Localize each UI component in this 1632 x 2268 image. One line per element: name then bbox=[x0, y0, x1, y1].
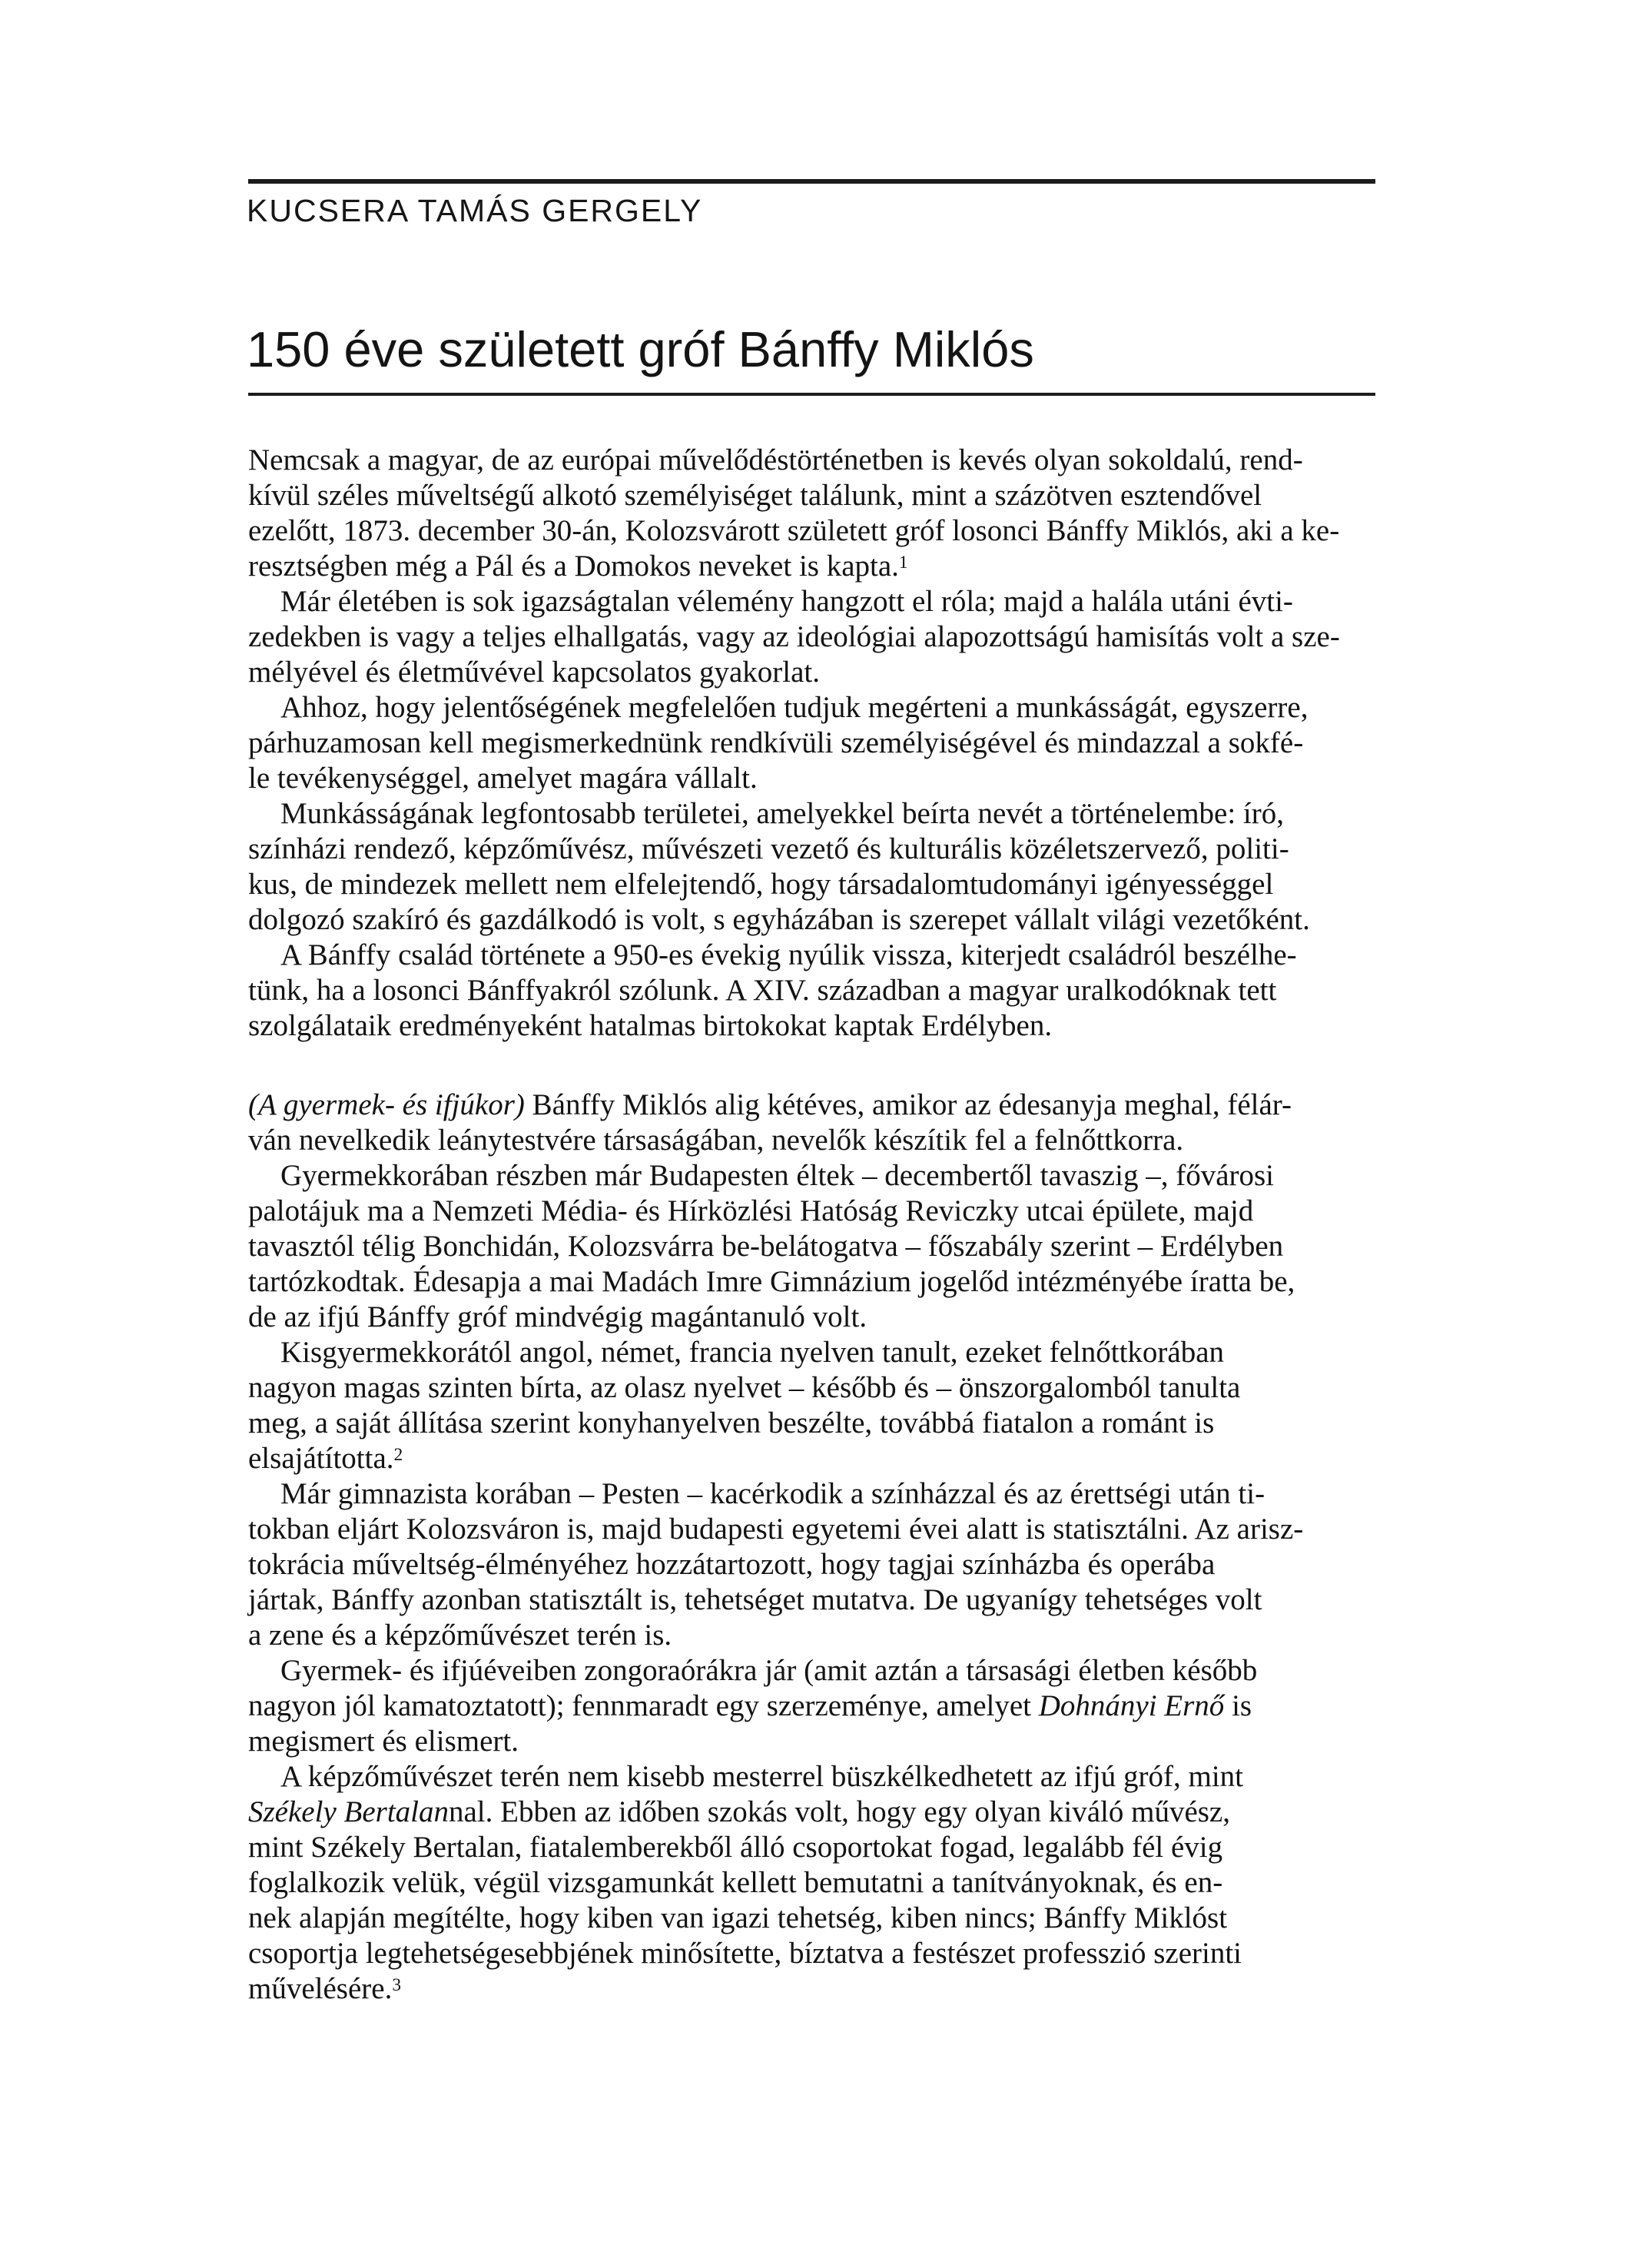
paragraph bbox=[248, 443, 1375, 584]
text-segment: jártak, Bánffy azonban statisztált is, tehetséget mutatva. De ugyanígy tehetséges volt bbox=[248, 1583, 1262, 1616]
text-line bbox=[248, 1653, 1375, 1689]
paragraph bbox=[248, 938, 1375, 1044]
running-header: KUCSERA TAMÁS GERGELY bbox=[247, 193, 703, 228]
text-line bbox=[248, 726, 1375, 761]
text-line bbox=[248, 1759, 1375, 1795]
text-line bbox=[248, 1370, 1375, 1406]
text-line bbox=[248, 796, 1375, 832]
text-line bbox=[248, 690, 1375, 726]
text-line bbox=[248, 549, 1375, 584]
text-segment: csoportja legtehetségesebbjének minősítette, bíztatva a festészet professzió szerinti bbox=[248, 1937, 1242, 1970]
text-line bbox=[248, 584, 1375, 619]
text-segment: ezelőtt, 1873. december 30-án, Kolozsvárott született gróf losonci Bánffy Miklós, aki a ke- bbox=[248, 514, 1340, 547]
page-title: 150 éve született gróf Bánffy Miklós bbox=[247, 321, 1034, 377]
text-line bbox=[248, 1335, 1375, 1370]
text-line bbox=[248, 1936, 1375, 1971]
text-segment: palotájuk ma a Nemzeti Média- és Hírközlési Hatóság Reviczky utcai épülete, majd bbox=[248, 1194, 1254, 1227]
text-segment: kus, de mindezek mellett nem elfelejtendő, hogy társadalomtudományi igényességgel bbox=[248, 868, 1274, 901]
paragraph bbox=[248, 584, 1375, 690]
text-line bbox=[248, 1008, 1375, 1044]
paragraph bbox=[248, 690, 1375, 796]
text-segment: elsajátította. bbox=[248, 1442, 394, 1475]
text-line bbox=[248, 867, 1375, 902]
title-rule bbox=[248, 393, 1375, 396]
text-segment: resztségben még a Pál és a Domokos neveket is kapta. bbox=[248, 550, 899, 583]
text-line bbox=[248, 1441, 1375, 1476]
text-segment: nagyon jól kamatoztatott); fennmaradt egy szerzeménye, amelyet bbox=[248, 1689, 1039, 1722]
text-line bbox=[248, 1476, 1375, 1512]
text-segment: mélyével és életművével kapcsolatos gyakorlat. bbox=[248, 656, 820, 689]
text-line bbox=[248, 1865, 1375, 1901]
text-line bbox=[248, 1618, 1375, 1653]
text-line bbox=[248, 1971, 1375, 2007]
text-segment: nek alapján megítélte, hogy kiben van igazi tehetség, kiben nincs; Bánffy Miklóst bbox=[248, 1901, 1228, 1934]
text-line bbox=[248, 478, 1375, 513]
text-segment: dolgozó szakíró és gazdálkodó is volt, s egyházában is szerepet vállalt világi vezetőként. bbox=[248, 903, 1310, 936]
text-segment: Gyermekkorában részben már Budapesten éltek – decembertől tavaszig –, fővárosi bbox=[280, 1159, 1274, 1192]
text-segment: A Bánffy család története a 950-es évekig nyúlik vissza, kiterjedt családról beszélhe- bbox=[280, 938, 1297, 971]
paragraph bbox=[248, 796, 1375, 938]
paragraph bbox=[248, 1653, 1375, 1759]
text-line bbox=[248, 513, 1375, 549]
text-segment: mint Székely Bertalan, fiatalemberekből álló csoportokat fogad, legalább fél évig bbox=[248, 1831, 1223, 1864]
footnote-marker: 1 bbox=[898, 553, 908, 573]
text-segment: tartózkodtak. Édesapja a mai Madách Imre Gimnázium jogelőd intézményébe íratta be, bbox=[248, 1265, 1295, 1298]
text-line bbox=[248, 619, 1375, 655]
text-line bbox=[248, 1088, 1375, 1123]
text-segment: kívül széles műveltségű alkotó személyiséget találunk, mint a százötven esztendővel bbox=[248, 479, 1262, 512]
text-segment: A képzőművészet terén nem kisebb mesterrel büszkélkedhetett az ifjú gróf, mint bbox=[280, 1760, 1243, 1793]
text-line bbox=[248, 1689, 1375, 1724]
text-segment: művelésére. bbox=[248, 1972, 393, 2005]
article-body bbox=[248, 443, 1375, 2007]
text-segment: zedekben is vagy a teljes elhallgatás, vagy az ideológiai alapozottságú hamisítás volt a sze- bbox=[248, 620, 1340, 653]
paragraph bbox=[248, 1335, 1375, 1476]
text-segment: tünk, ha a losonci Bánffyakról szólunk. A XIV. században a magyar uralkodóknak tett bbox=[248, 974, 1277, 1007]
text-segment: nagyon magas szinten bírta, az olasz nyelvet – később és – önszorgalomból tanulta bbox=[248, 1371, 1241, 1404]
text-segment: Bánffy Miklós alig kétéves, amikor az édesanyja meghal, félár- bbox=[524, 1088, 1292, 1121]
text-line bbox=[248, 1512, 1375, 1547]
italic-text: Dohnányi Ernő bbox=[1038, 1689, 1225, 1722]
text-segment: Gyermek- és ifjúéveiben zongoraórákra jár (amit aztán a társasági életben később bbox=[280, 1654, 1258, 1687]
text-segment: is bbox=[1224, 1689, 1252, 1722]
text-segment: de az ifjú Bánffy gróf mindvégig magántanuló volt. bbox=[248, 1300, 867, 1333]
italic-text: (A gyermek- és ifjúkor) bbox=[248, 1088, 525, 1121]
text-segment: megismert és elismert. bbox=[248, 1725, 519, 1758]
text-segment: tokrácia műveltség-élményéhez hozzátartozott, hogy tagjai színházba és operába bbox=[248, 1548, 1216, 1581]
text-line bbox=[248, 1547, 1375, 1582]
text-line bbox=[248, 1406, 1375, 1441]
italic-text: Székely Bertalan bbox=[248, 1795, 449, 1828]
text-line bbox=[248, 938, 1375, 973]
text-segment: Nemcsak a magyar, de az európai művelődéstörténetben is kevés olyan sokoldalú, rend- bbox=[248, 443, 1303, 477]
footnote-marker: 3 bbox=[392, 1975, 402, 1996]
text-line bbox=[248, 1123, 1375, 1158]
paragraph bbox=[248, 1088, 1375, 1158]
text-line bbox=[248, 1264, 1375, 1300]
footnote-marker: 2 bbox=[393, 1445, 403, 1466]
text-line bbox=[248, 761, 1375, 796]
text-segment: szolgálataik eredményeként hatalmas birtokokat kaptak Erdélyben. bbox=[248, 1009, 1053, 1042]
text-line bbox=[248, 1229, 1375, 1264]
text-segment: tavasztól télig Bonchidán, Kolozsvárra be-belátogatva – főszabály szerint – Erdélyben bbox=[248, 1230, 1284, 1263]
text-segment: Már életében is sok igazságtalan vélemény hangzott el róla; majd a halála utáni évti- bbox=[280, 585, 1293, 618]
paragraph bbox=[248, 1476, 1375, 1653]
text-segment: le tevékenységgel, amelyet magára vállalt. bbox=[248, 762, 758, 795]
text-segment: színházi rendező, képzőművész, művészeti vezető és kulturális közéletszervező, politi- bbox=[248, 832, 1289, 865]
text-segment: Ahhoz, hogy jelentőségének megfelelően tudjuk megérteni a munkásságát, egyszerre, bbox=[280, 691, 1309, 724]
text-line bbox=[248, 1300, 1375, 1335]
text-line bbox=[248, 655, 1375, 690]
text-segment: párhuzamosan kell megismerkednünk rendkívüli személyiségével és mindazzal a sokfé- bbox=[248, 726, 1304, 759]
paragraph bbox=[248, 1158, 1375, 1335]
text-segment: meg, a saját állítása szerint konyhanyelven beszélte, továbbá fiatalon a románt is bbox=[248, 1406, 1215, 1439]
text-line bbox=[248, 443, 1375, 478]
text-line bbox=[248, 1582, 1375, 1618]
text-segment: ván nevelkedik leánytestvére társaságában, nevelők készítik fel a felnőttkorra. bbox=[248, 1124, 1184, 1157]
paragraph bbox=[248, 1759, 1375, 2007]
text-segment: Kisgyermekkorától angol, német, francia nyelven tanult, ezeket felnőttkorában bbox=[280, 1336, 1225, 1369]
text-segment: Munkásságának legfontosabb területei, amelyekkel beírta nevét a történelembe: író, bbox=[280, 797, 1285, 830]
text-line bbox=[248, 1194, 1375, 1229]
text-line bbox=[248, 973, 1375, 1008]
text-line bbox=[248, 1724, 1375, 1759]
text-line bbox=[248, 1795, 1375, 1830]
text-line bbox=[248, 1901, 1375, 1936]
text-segment: tokban eljárt Kolozsváron is, majd budapesti egyetemi évei alatt is statisztálni. Az arisz- bbox=[248, 1513, 1304, 1546]
text-line bbox=[248, 902, 1375, 938]
text-segment: Már gimnazista korában – Pesten – kacérkodik a színházzal és az érettségi után ti- bbox=[280, 1477, 1265, 1510]
text-segment: foglalkozik velük, végül vizsgamunkát kellett bemutatni a tanítványoknak, és en- bbox=[248, 1866, 1223, 1899]
text-line bbox=[248, 1158, 1375, 1194]
text-segment: a zene és a képzőművészet terén is. bbox=[248, 1619, 672, 1652]
text-segment: nal. Ebben az időben szokás volt, hogy egy olyan kiváló művész, bbox=[448, 1795, 1230, 1828]
text-line bbox=[248, 1830, 1375, 1865]
text-line bbox=[248, 832, 1375, 867]
header-rule bbox=[248, 179, 1375, 184]
